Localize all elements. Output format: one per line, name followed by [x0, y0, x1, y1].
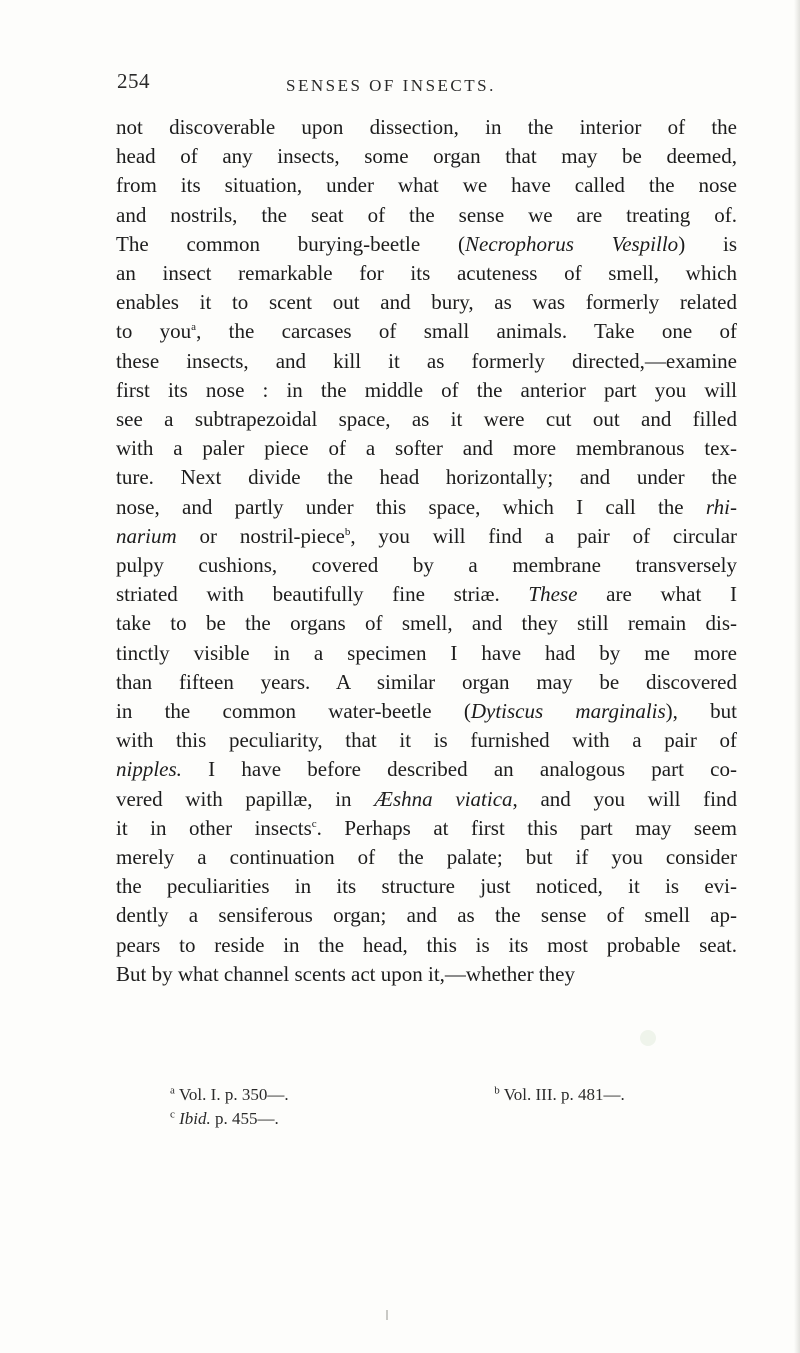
footnote-reference: a [191, 321, 197, 334]
text-segment: not discoverable upon dissection, in the interior of the [116, 115, 737, 139]
footnote-c [170, 1107, 279, 1131]
text-line [116, 872, 737, 901]
text-segment: see a subtrapezoidal space, as it were cut out and filled [116, 407, 737, 432]
footnote-b [494, 1083, 625, 1107]
text-line [116, 493, 737, 522]
text-segment: with this peculiarity, that it is furnished with a pair of [116, 728, 737, 753]
text-segment: or nostril-piece [176, 523, 345, 548]
text-segment: ), but [665, 699, 738, 724]
text-segment: take to be the organs of smell, and they still remain dis- [116, 611, 737, 636]
text-segment: and nostrils, the seat of the sense we are treating of. [116, 202, 737, 227]
text-line [116, 463, 737, 492]
text-segment: enables it to scent out and bury, as was formerly related [116, 290, 737, 315]
text-line [116, 668, 737, 697]
text-line [116, 843, 737, 872]
text-line [116, 814, 737, 843]
text-segment: ture. Next divide the head horizontally; and under the [116, 465, 737, 490]
text-segment: . Perhaps at first this part may seem [316, 815, 738, 840]
text-line [116, 376, 737, 405]
text-segment: pears to reside in the head, this is its most probable seat. [116, 932, 737, 957]
text-segment: in the common water-beetle ( [116, 699, 471, 724]
text-segment: tinctly visible in a specimen I have had by me more [116, 640, 737, 665]
text-segment: with a paler piece of a softer and more membranous tex- [116, 436, 737, 461]
footnote-reference: c [311, 817, 317, 830]
text-segment: The common burying-beetle ( [116, 231, 465, 256]
footnote-a-text: Vol. I. p. 350—. [178, 1085, 289, 1104]
footnote-b-text: Vol. III. p. 481—. [503, 1085, 625, 1104]
text-line [116, 434, 737, 463]
footnote-a [170, 1083, 490, 1107]
text-line [116, 288, 737, 317]
text-line [116, 639, 737, 668]
text-segment: , the carcases of small animals. Take one of [196, 319, 738, 344]
body-paragraph [116, 113, 737, 989]
text-line [116, 726, 737, 755]
text-line [116, 317, 737, 346]
footnote-c-mark: c [170, 1108, 175, 1121]
text-segment: it in other insects [116, 815, 312, 840]
text-segment: , and you will find [512, 786, 737, 811]
text-segment: vered with papillæ, in [116, 786, 375, 811]
text-line [116, 405, 737, 434]
footnote-reference: b [344, 525, 351, 538]
text-segment: merely a continuation of the palate; but if you consider [116, 845, 737, 870]
text-line [116, 171, 737, 200]
text-line [116, 230, 737, 259]
italic-text: rhi- [705, 494, 737, 519]
text-line [116, 755, 737, 784]
text-segment: from its situation, under what we have called the nose [116, 173, 737, 198]
text-line [116, 259, 737, 288]
text-segment: these insects, and kill it as formerly directed,—examine [116, 348, 737, 373]
text-segment: dently a sensiferous organ; and as the sense of smell ap- [116, 903, 737, 928]
italic-text: nipples. [116, 757, 182, 782]
text-segment: to you [116, 319, 192, 344]
paper-speck [386, 1310, 388, 1320]
text-line [116, 113, 737, 142]
text-line [116, 901, 737, 930]
running-head-text: SENSES OF INSECTS. [286, 76, 496, 95]
text-segment: the peculiarities in its structure just noticed, it is evi- [116, 874, 737, 899]
footnote-b-mark: b [494, 1084, 500, 1097]
text-line [116, 697, 737, 726]
footnote-a-mark: a [170, 1084, 175, 1097]
text-line [116, 347, 737, 376]
page-number: 254 [117, 69, 150, 93]
italic-text: Dytiscus marginalis [470, 699, 666, 724]
text-segment: than fifteen years. A similar organ may be discovered [116, 669, 737, 694]
italic-text: Necrophorus Vespillo [465, 231, 679, 256]
text-segment: are what I [577, 582, 738, 607]
text-line [116, 142, 737, 171]
text-line [116, 785, 737, 814]
text-segment: I have before described an analogous part co- [181, 757, 737, 782]
text-segment: first its nose : in the middle of the anterior part you will [116, 377, 737, 402]
text-segment: ) is [678, 231, 737, 256]
text-segment: pulpy cushions, covered by a membrane transversely [116, 553, 737, 578]
footnote-row-2 [170, 1107, 730, 1131]
footnote-c-ibid: Ibid. [179, 1109, 211, 1128]
text-line [116, 522, 737, 551]
italic-text: These [528, 582, 578, 607]
italic-text: narium [116, 523, 177, 548]
text-segment: head of any insects, some organ that may be deemed, [116, 144, 737, 169]
italic-text: Æshna viatica [374, 786, 513, 811]
footnotes [170, 1083, 730, 1131]
text-line [116, 580, 737, 609]
text-line [116, 551, 737, 580]
text-line [116, 960, 737, 989]
footnote-row-1 [170, 1083, 730, 1107]
text-segment: , you will find a pair of circular [350, 523, 738, 548]
text-segment: striated with beautifully fine striæ. [116, 582, 529, 607]
text-segment: nose, and partly under this space, which I call the [116, 494, 706, 519]
text-line [116, 931, 737, 960]
footnote-c-text: p. 455—. [210, 1109, 279, 1128]
text-segment: an insect remarkable for its acuteness of smell, which [116, 261, 737, 286]
paper-stain [640, 1030, 656, 1046]
page-edge-shadow [794, 0, 800, 1353]
text-line [116, 609, 737, 638]
text-line [116, 201, 737, 230]
text-segment: But by what channel scents act upon it,—whether they [116, 961, 575, 986]
